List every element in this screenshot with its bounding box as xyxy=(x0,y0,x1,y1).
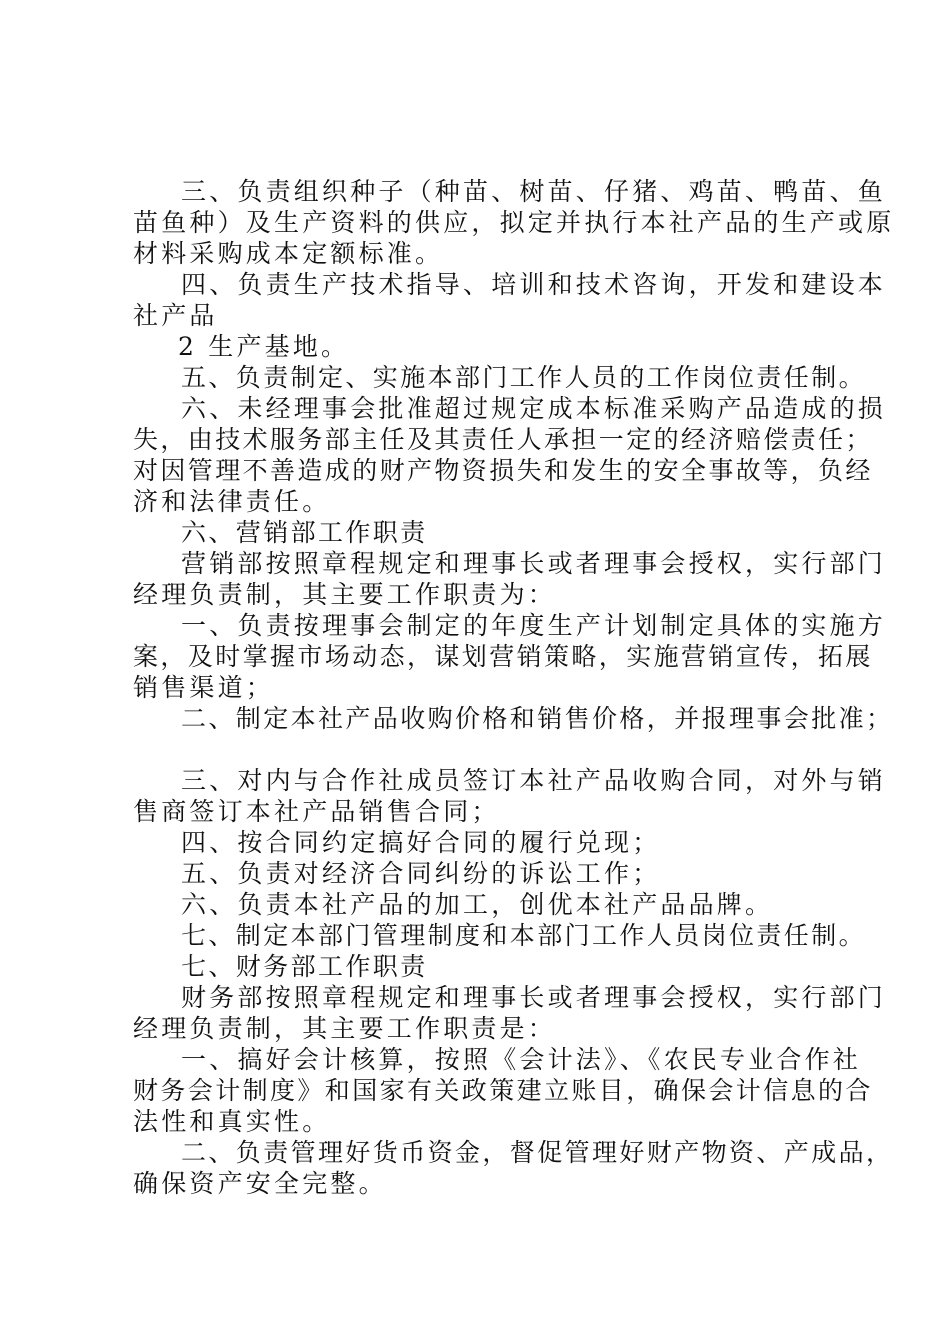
paragraph-line: 销售渠道； xyxy=(133,673,275,702)
paragraph-line: 2 生产基地。 xyxy=(178,332,350,361)
paragraph-line: 财务会计制度》和国家有关政策建立账目，确保会计信息的合 xyxy=(133,1076,873,1105)
paragraph-line: 五、负责制定、实施本部门工作人员的工作岗位责任制。 xyxy=(181,363,867,392)
paragraph-line: 法性和真实性。 xyxy=(133,1107,331,1136)
paragraph-line: 三、对内与合作社成员签订本社产品收购合同，对外与销 xyxy=(181,766,887,795)
paragraph-line: 六、未经理事会批准超过规定成本标准采购产品造成的损 xyxy=(181,394,887,423)
paragraph-line: 四、按合同约定搞好合同的履行兑现； xyxy=(181,828,661,857)
paragraph-line: 七、制定本部门管理制度和本部门工作人员岗位责任制。 xyxy=(181,921,867,950)
paragraph-line: 一、负责按理事会制定的年度生产计划制定具体的实施方 xyxy=(181,611,887,640)
paragraph-line: 售商签订本社产品销售合同； xyxy=(133,797,500,826)
section-heading: 六、营销部工作职责 xyxy=(181,518,428,547)
paragraph-line: 经理负责制，其主要工作职责是： xyxy=(133,1014,557,1043)
paragraph-line: 济和法律责任。 xyxy=(133,487,331,516)
section-heading: 七、财务部工作职责 xyxy=(181,952,428,981)
paragraph-line: 社产品 xyxy=(133,301,218,330)
paragraph-line: 苗鱼种）及生产资料的供应，拟定并执行本社产品的生产或原 xyxy=(133,208,895,237)
paragraph-line: 材料采购成本定额标准。 xyxy=(133,239,444,268)
paragraph-line: 二、制定本社产品收购价格和销售价格，并报理事会批准； xyxy=(181,704,894,733)
paragraph-line: 对因管理不善造成的财产物资损失和发生的安全事故等，负经 xyxy=(133,456,873,485)
paragraph-line: 二、负责管理好货币资金，督促管理好财产物资、产成品， xyxy=(181,1138,894,1167)
paragraph-line: 案，及时掌握市场动态，谋划营销策略，实施营销宣传，拓展 xyxy=(133,642,873,671)
paragraph-line: 营销部按照章程规定和理事长或者理事会授权，实行部门 xyxy=(181,549,887,578)
paragraph-line: 五、负责对经济合同纠纷的诉讼工作； xyxy=(181,859,661,888)
paragraph-line: 一、搞好会计核算，按照《会计法》、《农民专业合作社 xyxy=(181,1045,862,1074)
paragraph-line: 六、负责本社产品的加工，创优本社产品品牌。 xyxy=(181,890,774,919)
paragraph-line: 确保资产安全完整。 xyxy=(133,1169,387,1198)
paragraph-line: 经理负责制，其主要工作职责为： xyxy=(133,580,557,609)
paragraph-line: 四、负责生产技术指导、培训和技术咨询，开发和建设本 xyxy=(181,270,887,299)
paragraph-line: 三、负责组织种子（种苗、树苗、仔猪、鸡苗、鸭苗、鱼 xyxy=(181,177,887,206)
paragraph-line: 失，由技术服务部主任及其责任人承担一定的经济赔偿责任； xyxy=(133,425,873,454)
paragraph-line: 财务部按照章程规定和理事长或者理事会授权，实行部门 xyxy=(181,983,887,1012)
